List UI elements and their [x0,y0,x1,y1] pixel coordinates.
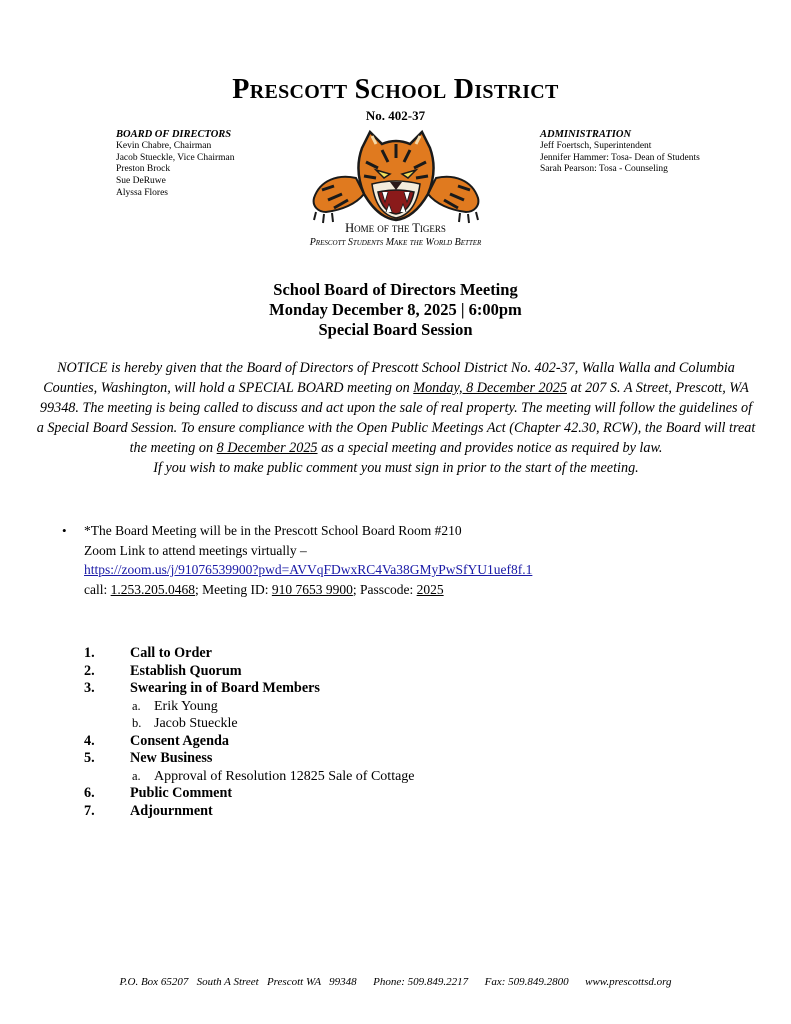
district-title: Prescott School District [232,74,559,105]
admin-member: Jeff Foertsch, Superintendent [540,140,652,151]
agenda-label: Call to Order [130,645,212,661]
agenda-label: Consent Agenda [130,732,229,749]
subitem-label: Jacob Stueckle [154,716,238,731]
administration [540,129,700,176]
agenda-number: 1. [84,645,95,661]
district-number: No. 402-37 [365,108,426,123]
zoom-intro: Zoom Link to attend meetings virtually – [84,542,307,558]
agenda-number: 4. [84,732,95,749]
agenda-subitem [84,768,415,786]
agenda-label: Swearing in of Board Members [130,680,320,696]
subitem-label: Erik Young [154,698,218,714]
call-label: call: [84,581,111,597]
footer-contact: P.O. Box 65207 South A Street Prescott WA 99348 Phone: 509.849.2217 Fax: 509.849.2800 www.prescottsd.org [119,976,672,988]
notice-text: NOTICE is hereby given that the Board of Directors of Prescott School District No. 402-37, Walla Walla and Columbia Counties, Washington, will hold a SPECIAL BOARD meeting on [43,360,735,396]
agenda-item [84,803,415,821]
meeting-date: Monday December 8, 2025 | 6:00pm [269,300,522,319]
agenda-item [84,645,415,663]
agenda-number: 6. [84,785,95,801]
agenda-label: Adjournment [130,802,213,819]
agenda-subitem [84,698,415,716]
notice-text: as a special meeting and provides notice as required by law. [317,439,663,456]
agenda-item [84,750,415,768]
passcode: 2025 [416,581,444,597]
tiger-head-icon [358,132,433,220]
subitem-label: Approval of Resolution 12825 Sale of Cottage [154,768,415,784]
meeting-id: 910 7653 9900 [271,581,353,597]
agenda-label: New Business [130,750,213,766]
phone-number: 1.253.205.0468 [110,581,195,597]
board-member: Jacob Stueckle, Vice Chairman [116,152,235,163]
notice-paragraph [36,359,756,478]
agenda-subitem [84,715,415,733]
left-paw-icon [314,177,364,223]
right-paw-icon [428,177,478,223]
meeting-location: *The Board Meeting will be in the Prescott School Board Room #210 [84,523,462,538]
meeting-type: Special Board Session [318,320,473,339]
board-of-directors [116,129,235,200]
agenda-number: 3. [84,680,95,696]
district-slogan: Prescott Students Make the World Better [309,237,482,248]
agenda-number: 7. [84,802,95,819]
meeting-heading [0,280,791,340]
agenda-number: 5. [84,750,95,766]
notice-date: Monday, 8 December 2025 [413,379,567,396]
board-member: Kevin Chabre, Chairman [116,140,212,151]
agenda-list [84,645,415,820]
passcode-label: ; Passcode: [352,581,417,597]
admin-heading: ADMINISTRATION [540,129,632,140]
notice-text: at 207 S. A Street, Prescott, WA 99348. The meeting is being called to discuss and act upon the sale of real property. The meeting will follow the guidelines of a Special Board Session. To ensure compliance with the Open Public Meetings Act (Chapter 42.30, RCW), the Board will treat the meeting on [36,379,756,456]
board-heading: BOARD OF DIRECTORS [116,129,232,140]
admin-member: Sarah Pearson: Tosa - Counseling [540,164,668,175]
board-member: Alyssa Flores [116,187,168,198]
agenda-label: Public Comment [130,785,233,801]
board-member: Preston Brock [116,164,171,175]
public-comment-note: If you wish to make public comment you must sign in prior to the start of the meeting. [153,459,639,476]
notice-date: 8 December 2025 [216,439,318,456]
zoom-link[interactable]: https://zoom.us/j/91076539900?pwd=AVVqFDwxRC4Va38GMyPwSfYU1uef8f.1 [84,562,533,577]
subitem-letter: a. [132,768,141,783]
subitem-letter: b. [132,716,142,730]
admin-member: Jennifer Hammer: Tosa- Dean of Students [540,152,700,163]
meeting-title: School Board of Directors Meeting [273,280,518,299]
bullet-icon: • [62,523,67,538]
agenda-item [84,680,415,698]
home-of-tigers: Home of the Tigers [345,221,446,235]
call-info [84,580,532,600]
agenda-item [84,663,415,681]
board-member: Sue DeRuwe [116,176,166,187]
agenda-item [84,733,415,751]
subitem-letter: a. [132,698,141,713]
tiger-mascot-icon [312,128,480,226]
agenda-item [84,785,415,803]
agenda-label: Establish Quorum [130,662,242,679]
meeting-id-label: ; Meeting ID: [195,581,272,597]
agenda-number: 2. [84,662,95,679]
